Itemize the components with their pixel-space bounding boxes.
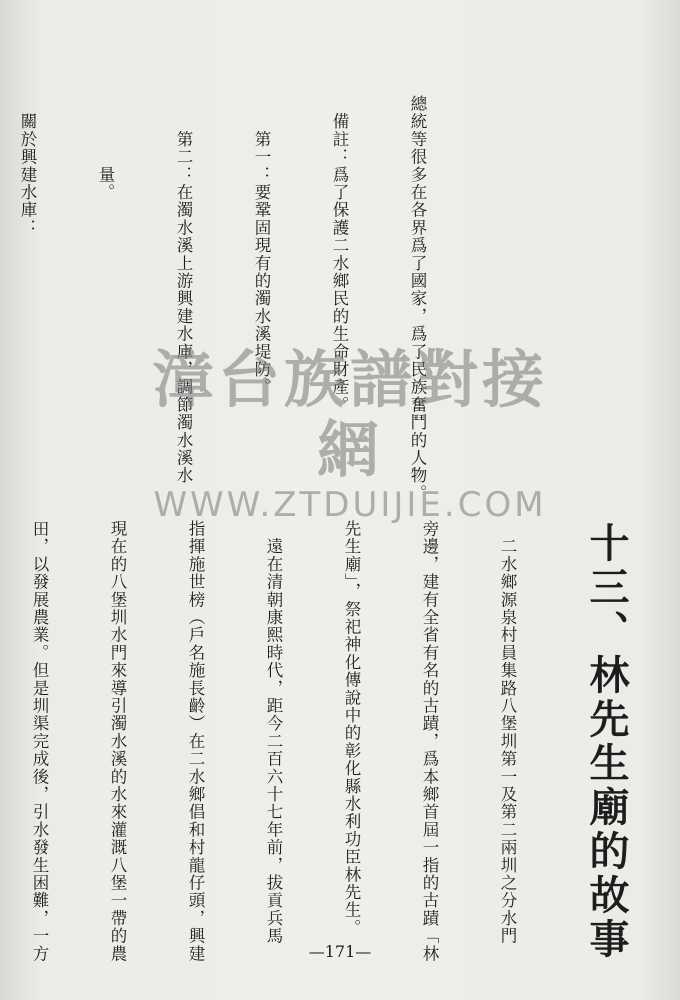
watermark-main-text: 漳台族譜對接網 (151, 343, 548, 486)
text-column: 關於興建水庫： (18, 95, 37, 237)
text-column: 先生廟」，祭祀神化傳說中的彰化縣水利功臣林先生。 (342, 520, 361, 937)
watermark-url-text: WWW.ZTDUIJIE.COM (153, 485, 547, 525)
page-number: —171— (308, 942, 372, 961)
chapter-title: 十三、林先生廟的故事 (583, 522, 630, 962)
text-column: 田，以發展農業。但是圳渠完成後，引水發生困難，一方 (30, 520, 49, 963)
upper-text-block (0, 95, 482, 505)
text-column: 旁邊，建有全省有名的古蹟，爲本鄉首屆一指的古蹟「林 (420, 520, 439, 963)
text-column: 指揮施世榜（戶名施長齡）在二水鄉倡和村龍仔頭，興建 (186, 520, 205, 963)
text-column: 現在的八堡圳水門來導引濁水溪的水來灌溉八堡一帶的農 (108, 520, 127, 963)
text-column: 第一：要鞏固現有的濁水溪堤防。 (252, 95, 271, 396)
text-column: 總統等很多在各界爲了國家，爲了民族奮鬥的人物。 (408, 95, 427, 503)
text-column: 二水鄉源泉村員集路八堡圳第一及第二兩圳之分水門 (498, 520, 517, 945)
text-column: 第二：在濁水溪上游興建水庫，調節濁水溪水 (174, 95, 193, 485)
text-column: 備註：爲了保護二水鄉民的生命財產。 (330, 95, 349, 414)
text-column: 遠在清朝康熙時代，距今二百六十七年前，拔貢兵馬 (264, 520, 283, 945)
text-column: 量。 (96, 95, 115, 202)
